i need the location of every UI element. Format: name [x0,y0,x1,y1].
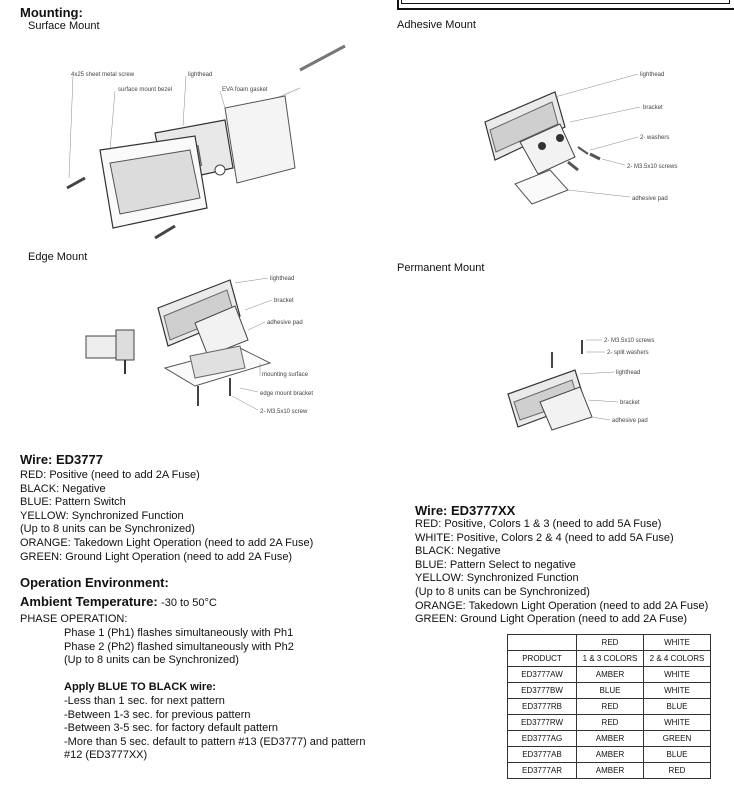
wire-line: RED: Positive (need to add 2A Fuse) [20,469,200,481]
permanent-mount-title: Permanent Mount [397,262,485,274]
table-cell: WHITE [644,667,711,683]
table-row [508,731,711,747]
table-cell: ED3777BW [508,683,577,699]
table-cell: 1 & 3 COLORS [577,651,644,667]
apply-heading: Apply BLUE TO BLACK wire: [64,681,216,693]
surface-mount-title: Surface Mount [28,20,100,32]
wire-line: BLUE: Pattern Switch [20,496,126,509]
table-cell: WHITE [644,635,711,651]
table-cell: ED3777AR [508,763,577,779]
edge-mount-title: Edge Mount [28,251,88,263]
edge-callout-screw: 2- M3.5x10 screw [260,409,308,415]
table-cell: ED3777AB [508,747,577,763]
phase-heading: PHASE OPERATION: [20,613,128,625]
edge-callout-bracket: bracket [274,298,294,304]
ambient-temperature [20,594,217,609]
permanent-mount-diagram [500,332,700,432]
table-row [508,747,711,763]
table-row [508,651,711,667]
wire-line: BLACK: Negative [20,482,106,495]
adhesive-callout-lighthead: lighthead [640,72,665,78]
table-cell: RED [577,635,644,651]
surface-mount-diagram [55,38,355,248]
wire-line: YELLOW: Synchronized Function [20,509,184,522]
color-table [507,634,711,779]
table-cell [508,635,577,651]
table-cell: AMBER [577,747,644,763]
table-cell: ED3777AG [508,731,577,747]
apply-line: -Between 1-3 sec. for previous pattern [64,708,251,721]
edge-callout-surface: mounting surface [262,372,309,378]
table-cell: 2 & 4 COLORS [644,651,711,667]
table-cell: BLUE [577,683,644,699]
wire-line: GREEN: Ground Light Operation (need to add 2A Fuse) [20,550,293,563]
edge-callout-lighthead: lighthead [270,276,295,282]
table-cell: ED3777RW [508,715,577,731]
wire-ed3777-list [20,469,400,564]
wire-line: (Up to 8 units can be Synchronized) [20,523,195,536]
table-row [508,667,711,683]
table-row [508,635,711,651]
permanent-callout-screws: 2- M3.5x10 screws [604,338,655,344]
phase-line: Phase 2 (Ph2) flashed simultaneously with Ph2 [64,640,294,653]
table-cell: AMBER [577,763,644,779]
table-cell: PRODUCT [508,651,577,667]
wire-line: (Up to 8 units can be Synchronized) [415,585,590,598]
table-cell: GREEN [644,731,711,747]
table-row [508,715,711,731]
adhesive-mount-title: Adhesive Mount [397,19,476,31]
wire-line: RED: Positive, Colors 1 & 3 (need to add 5A Fuse) [415,518,662,530]
adhesive-callout-screws: 2- M3.5x10 screws [627,164,678,170]
permanent-callout-pad: adhesive pad [612,418,648,424]
apply-line: #12 (ED3777XX) [64,749,148,762]
ambient-value: -30 to 50°C [161,597,217,609]
table-row [508,683,711,699]
edge-mount-diagram [80,268,350,418]
mounting-heading: Mounting: [20,5,83,20]
table-cell: RED [577,715,644,731]
apply-line: -More than 5 sec. default to pattern #13 (ED3777) and pattern [64,735,366,748]
wire-line: ORANGE: Takedown Light Operation (need to add 2A Fuse) [415,599,709,612]
adhesive-callout-bracket: bracket [643,105,663,111]
table-cell: ED3777AW [508,667,577,683]
surface-callout-lighthead: lighthead [188,72,213,78]
edge-callout-edge-bracket: edge mount bracket [260,391,314,397]
wire-ed3777-heading: Wire: ED3777 [20,452,103,467]
permanent-callout-bracket: bracket [620,400,640,406]
ambient-label: Ambient Temperature: [20,594,158,609]
wire-line: YELLOW: Synchronized Function [415,572,579,585]
table-cell: BLUE [644,747,711,763]
adhesive-callout-pad: adhesive pad [632,196,668,202]
operation-heading: Operation Environment: [20,575,169,590]
table-cell: RED [577,699,644,715]
phase-line: Phase 1 (Ph1) flashes simultaneously with Ph1 [64,627,294,639]
adhesive-mount-diagram [460,62,700,212]
permanent-callout-washers: 2- split washers [607,350,649,356]
table-cell: RED [644,763,711,779]
table-cell: BLUE [644,699,711,715]
surface-callout-gasket: EVA foam gasket [222,87,268,93]
surface-callout-bezel: surface mount bezel [118,87,173,93]
wire-line: BLACK: Negative [415,545,501,558]
table-row [508,699,711,715]
wire-line: BLUE: Pattern Select to negative [415,558,576,571]
wire-line: ORANGE: Takedown Light Operation (need to add 2A Fuse) [20,536,314,549]
wire-line: WHITE: Positive, Colors 2 & 4 (need to add 5A Fuse) [415,531,674,544]
phase-line: (Up to 8 units can be Synchronized) [64,654,239,667]
apply-line: -Between 3-5 sec. for factory default pattern [64,722,279,735]
edge-callout-pad: adhesive pad [267,320,303,326]
table-cell: AMBER [577,667,644,683]
apply-line: -Less than 1 sec. for next pattern [64,695,225,707]
permanent-callout-lighthead: lighthead [616,370,641,376]
surface-callout-screw: 4x25 sheet metal screw [71,72,135,78]
table-row [508,763,711,779]
wire-ed3777xx-list [415,518,730,627]
adhesive-callout-washers: 2- washers [640,135,670,141]
apply-list [64,695,404,763]
wire-line: GREEN: Ground Light Operation (need to add 2A Fuse) [415,613,688,626]
table-cell: ED3777RB [508,699,577,715]
page-frame-corner-inner [401,0,730,4]
table-cell: AMBER [577,731,644,747]
wire-ed3777xx-heading: Wire: ED3777XX [415,503,516,518]
table-cell: WHITE [644,715,711,731]
table-cell: WHITE [644,683,711,699]
phase-list [64,627,394,668]
